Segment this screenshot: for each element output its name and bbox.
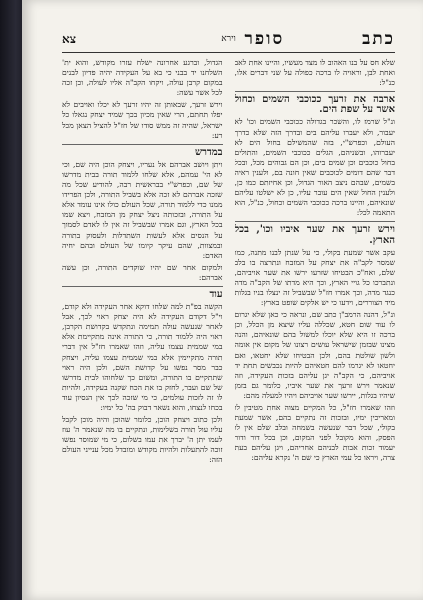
running-title: [245, 29, 396, 49]
paragraph: הקשה בפ"ת למה שלחו דוקא אחר העקידה ולא קודם, וי"ל דקודם העקידה לא היה יצחק ראוי לכך, אבל לאחר שנעשה עולה תמימה ונתקדש בקדושת הקרבן, ראוי היה ללמוד תורה, כי התורה אינה מתקיימת אלא במי שממית עצמו עליה, וזהו שאמרו חז"ל אין דברי תורה מתקיימין אלא במי שממית עצמו עליה, ויצחק כבר מסר נפשו על קדושת השם, ולכן היה ראוי שתתקיים בו התורה, ומשום כך שלחוהו לבית מדרשו של שם ועבר, לחזק בו את הכח שקנה בעקידה, ולהיות לו זה לזכות עולמים, כי מי שזכה לכך אין הנסיון עוד בכחו לנצחו, והוא נשאר דבוק בה' כל ימיו:: [62, 302, 223, 412]
running-header: [62, 28, 395, 50]
title-right: כתב: [362, 29, 395, 49]
section-divider: [235, 91, 396, 92]
text-columns: [62, 58, 395, 578]
paragraph: וירש זרעך, שבאותן זה יהיו זרעך לא יכלו ואויבים לא יפלו תחתם, הרי שאין מכיון בכך שמיד יצחק נגאלו כל ישראל, שהיה זה ממש סודו של חז"ל להציל הצאן מכל רע:: [62, 100, 223, 140]
section-heading: וירש זרעך את שער איביו וכו', בכל הארץ.: [234, 224, 395, 246]
paragraph: ונ"ל, דהנה הרמב"ן כתב שם, ונראה כי כאן שלא יגרום לו עוד שום חטא, שכללה עליו שיצא מן הכלל, וכן ברכה זו היא שלא יוכלו למשול בהם שונאיהם, והנה מצינו שבזמן שישראל עושים רצונו של מקום אין אומה ולשון שולטת בהם, ולכן הבטיחו שלא יחטאו, ואם יחטאו לא יגרמו להם חטאיהם להיות נכבשים תחת יד אויביהם, כי הקב"ה יגן עליהם בזכות העקידה, וזה שנאמר וירש זרעך את שער איביו, כלומר גם בזמן שיהיו בגלות, יירשו שער אויביהם ויהיו למעלה מהם:: [234, 310, 395, 400]
left-column: [62, 58, 223, 578]
paragraph: [235, 225, 396, 245]
section-divider: [235, 221, 396, 222]
paragraph: וזהו שאמרו חז"ל, כל המקיים מצוה אחת מטיבין לו ומאריכין ימיו, ובזכות זה נתקיים בהם, אשר שמעת בקולי, שכל דבר שנעשה בשמחה ובלב שלם אין לו הפסק, והוא מקובל לפני המקום, וכן בכל דור ודור יעמוד זכות אבות לבניהם אחריהם, ויגן עליהם בעת צרה, ויראו כל עמי הארץ כי שם ה' נקרא עליהם:: [234, 403, 395, 463]
right-column: [235, 58, 396, 578]
section-heading: עוד: [209, 288, 223, 300]
title-left: סופר: [244, 29, 285, 49]
paragraph: [62, 290, 223, 300]
header-rule: [62, 52, 395, 53]
page-number: צא: [62, 31, 76, 46]
paragraph: [235, 95, 396, 115]
section-divider: [62, 144, 223, 145]
paragraph: עקב אשר שמעת בקולי, כי על שנתן לבנו מתנה, כמו שמסר לקב"ה את יצחק על המזבח ונתרצה בו בלב שלם, ואח"כ הבטיחו שזרעו ירשו את שער אויביהם, ונתברכו כל גויי הארץ, וכך היא מדתו של הקב"ה מדה כנגד מדה, וכך אמרו חז"ל שבשביל זה ינצלו בניו בגלות מיד הצוררים, וידעו כי יש אלקים שופט בארץ:: [234, 247, 395, 308]
paragraph: הגדול, וברגע אחרונה ישלח עזרו מקודש, והוא ית' השלחנו יד בבני כי בא על העקידה יהיה פדיון לבנים במקום קרבן עולה, ויקחו הקב"ה אליו לעולה, וכן זכה לכל אשר עשה:: [62, 58, 223, 98]
paragraph: שלא חס על בנו האהוב לו מצד מעשיו, והיינו אחת לאב ואחת לבן, וראויה לו ברכה כפולה על שני דברים אלו, כנ"ל:: [234, 58, 395, 88]
section-heading: במדרש: [194, 146, 223, 158]
book-page: [22, 0, 423, 600]
paragraph: ולמקום אחר שם יהיו שוקדים התורה, וכן עשה אברהם:: [62, 262, 223, 282]
paragraph: ולכן כתוב ויצחק הוכן, כלומר שהוכן והיה מוכן לקבל עליו עול תורה בשלימות, ונתקיים בו מה שנאמר ה' עוז לעמו יתן ה' יברך את עמו בשלום, כי מי שמוסר נפשו זוכה להתעלות ולהיות מקודש ומובדל מכל ענייני העולם הזה:: [62, 415, 223, 465]
section-heading: ארבה את זרעך ככוכבי השמים וכחול אשר על שפת הים.: [234, 94, 395, 116]
parsha-name: וירא: [221, 34, 236, 44]
paragraph: ונ"ל שרמז לו, והשכר בגדולה ככוכבי השמים וכו' לא יעבור, ולא יעברו עליהם בים ובדרך הזה שלא כדרך העולם, וכפרש"י, בזה שהמשילם בחול הים לא יעברוהו, ובשניהם, הגלים ככוכבי השמים, והתולים בחול כוכבים וכן שמים בים, וכן הם גבוהים מכל, ובכל דבר שהם דומים לכוכבים שאין חונה בם, ולענין ראיה בשמים, שבהם ניצב האור הגדול, וכן אחיזתם כמו כן, ולענין החול שאין הים עובר עליו, כן לא ישלטו עליהם שונאיהם, והיינו ברכה ככוכבי השמים וכחול, כנ"ל, הוא התאמה לכל:: [234, 117, 395, 218]
paragraph: ויתן ויושב אברהם אל נעריו, ויצחק הוכן היה שם, וכי לא הי' עמהם, אלא שלחו ללמוד תורה בבית מדרשו של שם, וכפרש"י בבראשית רבה, להודיע שכל מה שזכה אברהם לא זכה אלא בשביל התורה, ולכן הפרידו ממנו כדי ללמוד תורה, שכל העולם כולו אינו עומד אלא על התורה, ובזכותה ניצל יצחק מן המזבח, ויצא שמו בכל הארץ, וגם אמרו שבשביל זה אין לו לאדם לסמוך על הנסים אלא לעשות השתדלות ולעסוק בתורה ובמצוות, שהם עיקר קיומו של העולם ובהם יחיה האדם:: [62, 159, 223, 260]
section-divider: [62, 286, 223, 287]
paragraph: [62, 148, 223, 158]
